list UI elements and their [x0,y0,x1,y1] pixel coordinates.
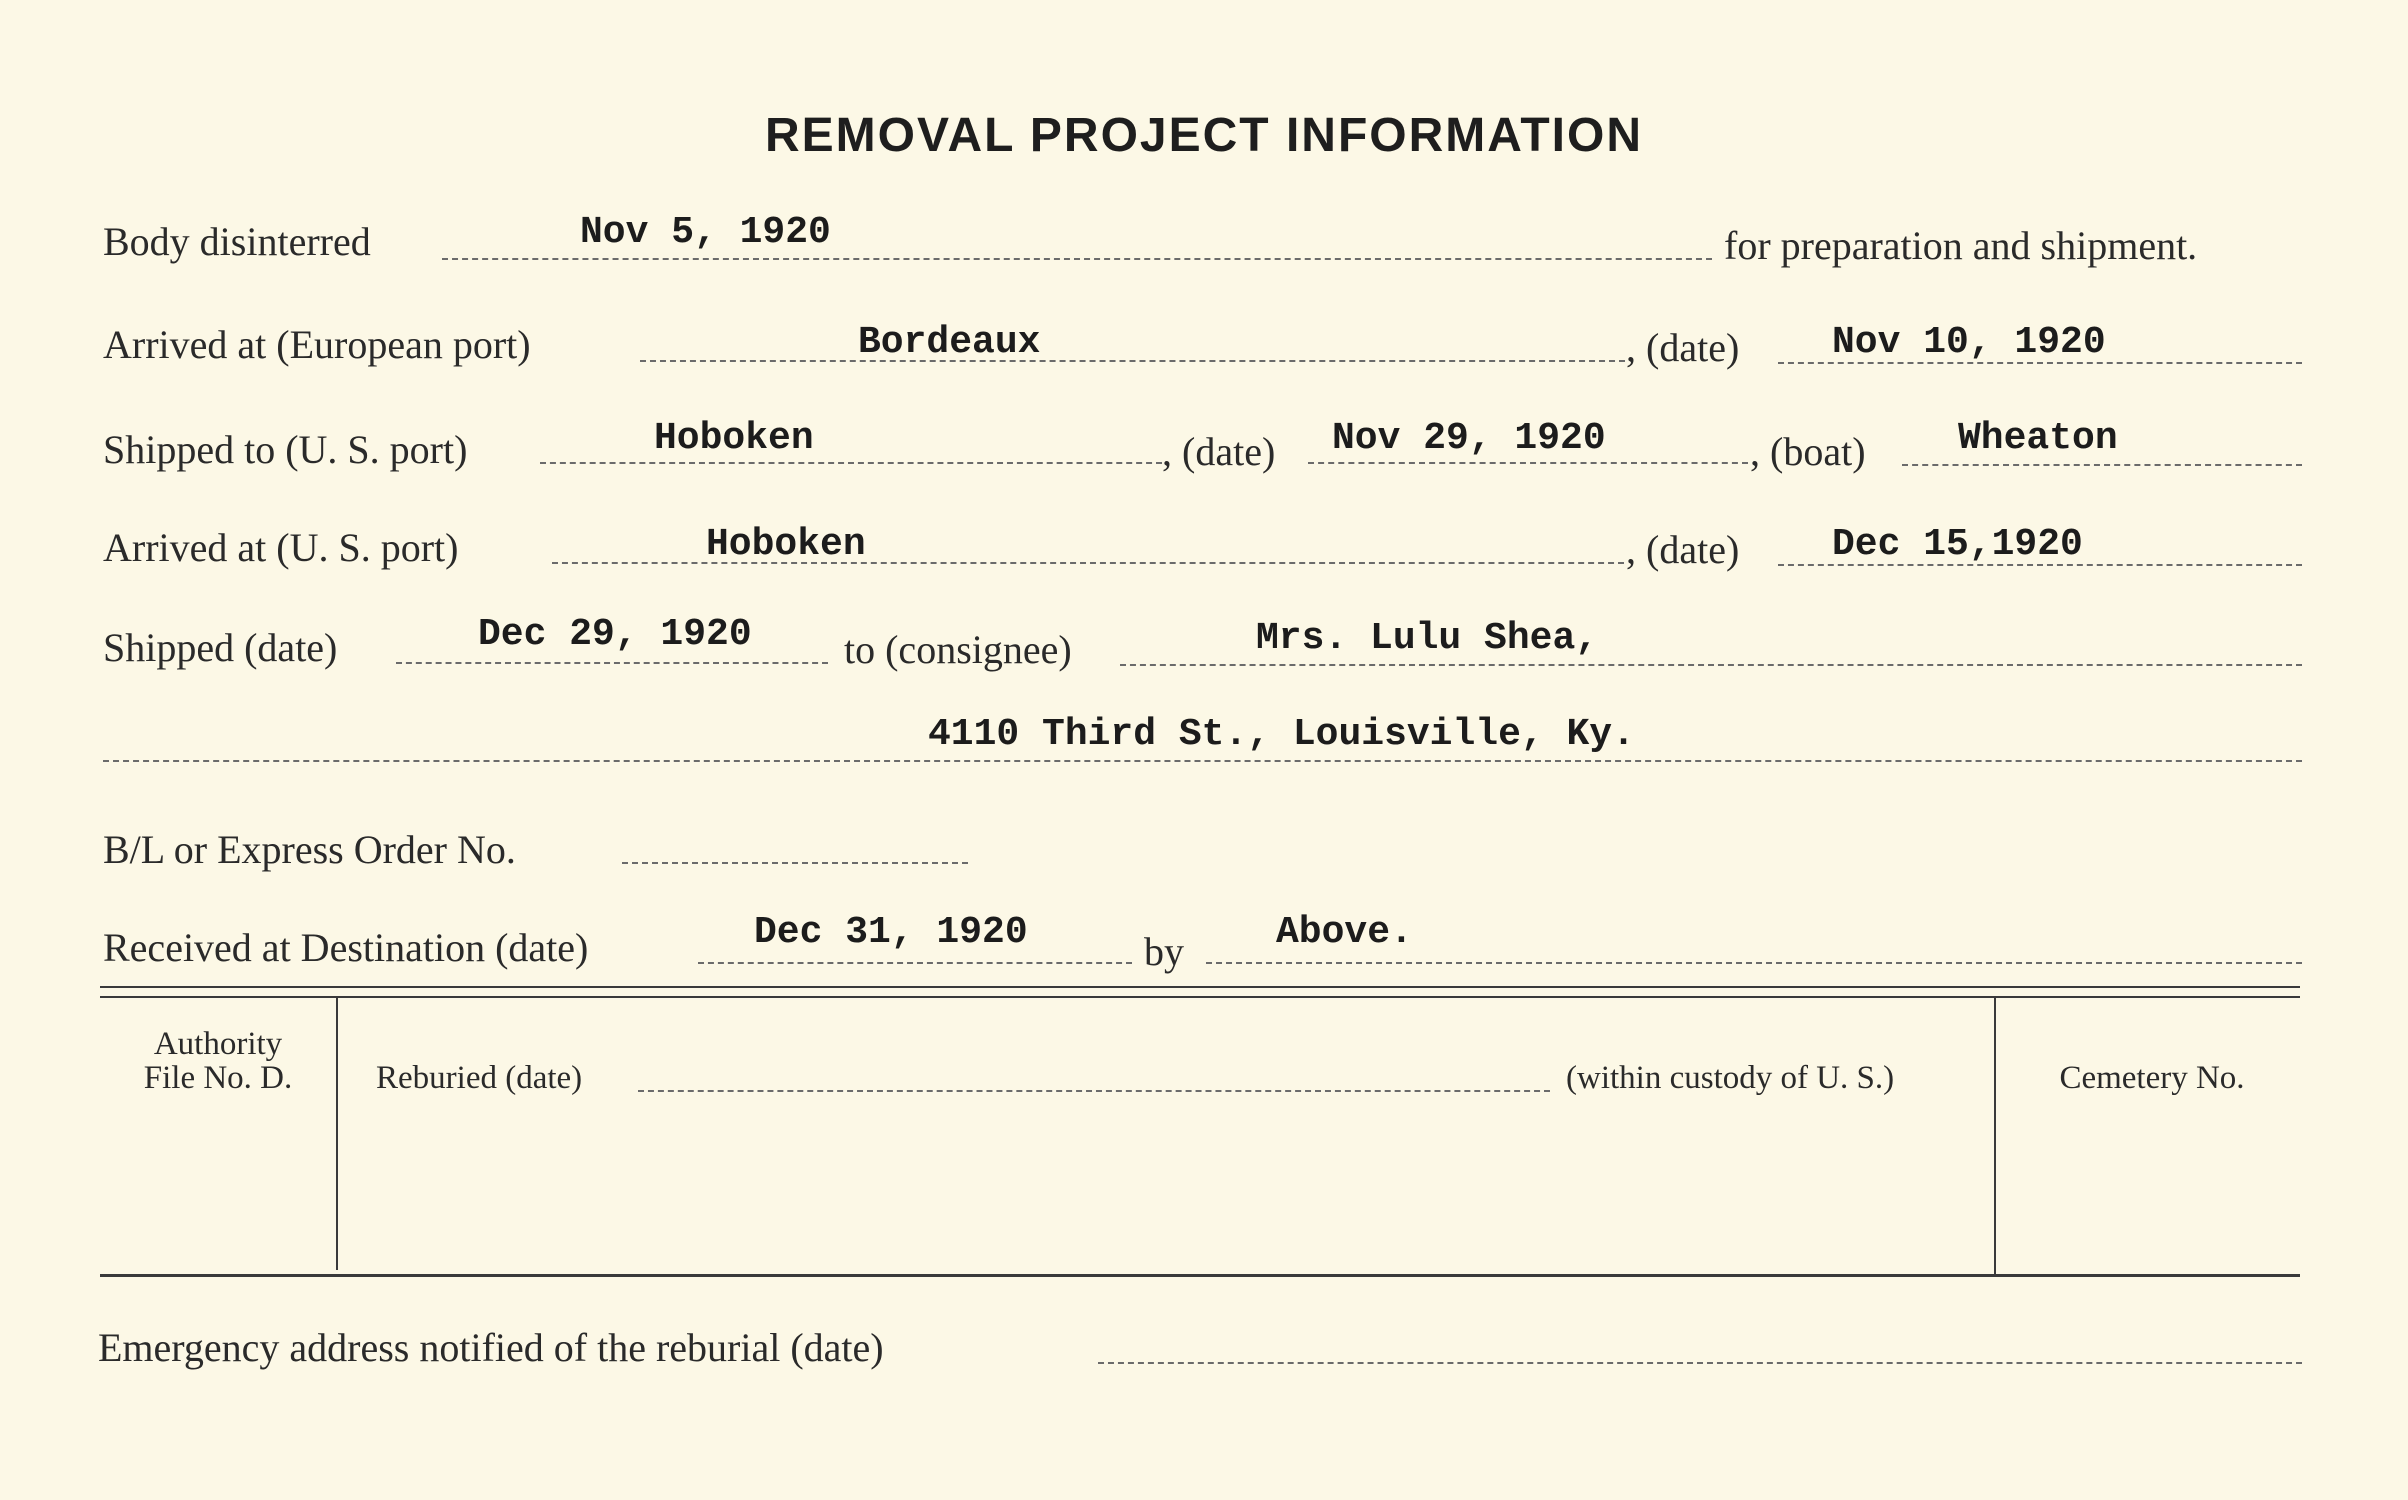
emergency-label: Emergency address notified of the reburial (date) [98,1325,884,1370]
disinterred-line [442,258,1712,260]
col-divider-2 [1994,998,1996,1276]
shipped-us-port: Hoboken [654,417,814,460]
col-divider-1 [336,998,338,1270]
shipped-us-date-label: , (date) [1162,429,1276,474]
arrived-eu-date: Nov 10, 1920 [1832,321,2106,364]
shipped-us-label: Shipped to (U. S. port) [103,427,468,472]
cemetery-label: Cemetery No. [2059,1060,2245,1096]
arrived-eu-date-label: , (date) [1626,325,1740,370]
arrived-eu-label: Arrived at (European port) [103,322,531,367]
arrived-us-date-label: , (date) [1626,527,1740,572]
consignee-name: Mrs. Lulu Shea, [1256,617,1599,660]
disinterred-label: Body disinterred [103,219,371,264]
address-line [103,760,2302,762]
bottom-rule [100,1274,2300,1277]
shipped-us-date-line [1308,462,1748,464]
top-rule [100,986,2300,988]
authority-line2: File No. D. [143,1060,293,1096]
received-by-line [1206,962,2302,964]
shipped-us-date: Nov 29, 1920 [1332,417,1606,460]
shipped-us-boat: Wheaton [1958,417,2118,460]
shipped-us-line [540,462,1162,464]
card-title: REMOVAL PROJECT INFORMATION [764,109,1643,162]
shipped-date-line [396,662,828,664]
custody-label: (within custody of U. S.) [1566,1060,1895,1096]
arrived-eu-line [640,360,1625,362]
shipped-us-boat-label: , (boat) [1750,429,1866,474]
received-by-label: by [1144,929,1184,974]
consignee-address: 4110 Third St., Louisville, Ky. [928,713,1635,756]
disinterred-suffix: for preparation and shipment. [1724,223,2198,268]
arrived-us-date: Dec 15,1920 [1832,523,2083,566]
consignee-line [1120,664,2302,666]
emergency-line [1098,1362,2302,1364]
shipped-date-label: Shipped (date) [103,625,338,670]
disinterred-date: Nov 5, 1920 [580,211,831,254]
received-by: Above. [1276,911,1413,954]
reburied-line [638,1090,1550,1092]
received-date-line [698,962,1132,964]
received-date: Dec 31, 1920 [754,911,1028,954]
arrived-eu-port: Bordeaux [858,321,1041,364]
shipped-us-boat-line [1902,464,2302,466]
authority-line1: Authority [153,1026,283,1062]
arrived-us-port: Hoboken [706,523,866,566]
received-label: Received at Destination (date) [103,925,589,970]
shipped-date: Dec 29, 1920 [478,613,752,656]
arrived-us-label: Arrived at (U. S. port) [103,525,459,570]
bl-line [622,862,968,864]
consignee-label: to (consignee) [844,627,1072,672]
reburied-label: Reburied (date) [376,1060,583,1096]
top-rule-2 [100,996,2300,998]
bl-label: B/L or Express Order No. [103,827,516,872]
